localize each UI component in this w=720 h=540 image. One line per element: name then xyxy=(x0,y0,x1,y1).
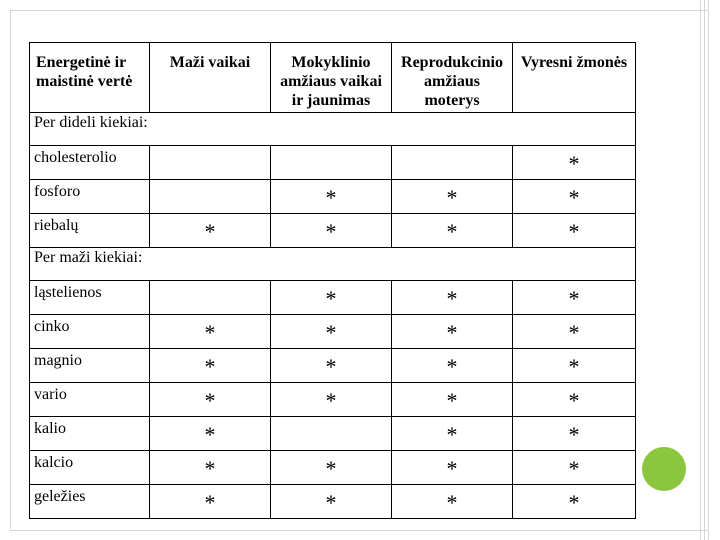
mark-cell: * xyxy=(392,451,513,485)
mark-cell: * xyxy=(150,383,271,417)
section-row xyxy=(30,248,636,281)
mark-cell: * xyxy=(150,349,271,383)
section-title: Per maži kiekiai: xyxy=(30,248,636,281)
mark-cell: * xyxy=(513,383,636,417)
row-label: cholesterolio xyxy=(30,146,150,180)
decorative-green-circle xyxy=(642,447,686,491)
row-label: kalcio xyxy=(30,451,150,485)
mark-cell: * xyxy=(513,146,636,180)
table-body xyxy=(30,113,636,519)
mark-cell: * xyxy=(271,485,392,519)
mark-cell: * xyxy=(392,281,513,315)
mark-cell: * xyxy=(271,349,392,383)
mark-cell: * xyxy=(271,383,392,417)
mark-cell: * xyxy=(513,349,636,383)
slide-frame-right-line xyxy=(700,0,701,540)
mark-cell xyxy=(271,146,392,180)
table-row xyxy=(30,214,636,248)
mark-cell: * xyxy=(513,485,636,519)
header-nutrient: Energetinė ir maistinė vertė xyxy=(30,43,150,113)
mark-cell xyxy=(150,180,271,214)
table-row xyxy=(30,451,636,485)
table-row xyxy=(30,315,636,349)
mark-cell: * xyxy=(513,281,636,315)
mark-cell xyxy=(150,281,271,315)
mark-cell: * xyxy=(150,417,271,451)
mark-cell: * xyxy=(150,451,271,485)
table-row xyxy=(30,180,636,214)
row-label: riebalų xyxy=(30,214,150,248)
mark-cell: * xyxy=(150,214,271,248)
section-row xyxy=(30,113,636,146)
mark-cell: * xyxy=(271,281,392,315)
table-row xyxy=(30,383,636,417)
row-label: cinko xyxy=(30,315,150,349)
header-elderly: Vyresni žmonės xyxy=(513,43,636,113)
header-school-age: Mokyklinio amžiaus vaikai ir jaunimas xyxy=(271,43,392,113)
row-label: magnio xyxy=(30,349,150,383)
mark-cell: * xyxy=(150,485,271,519)
table-row xyxy=(30,349,636,383)
header-small-children: Maži vaikai xyxy=(150,43,271,113)
mark-cell xyxy=(150,146,271,180)
table-row xyxy=(30,417,636,451)
slide-frame-left xyxy=(10,10,11,530)
slide-frame-bottom xyxy=(10,530,708,531)
section-title: Per dideli kiekiai: xyxy=(30,113,636,146)
mark-cell: * xyxy=(392,214,513,248)
mark-cell: * xyxy=(271,315,392,349)
mark-cell: * xyxy=(392,417,513,451)
mark-cell: * xyxy=(392,383,513,417)
table-row xyxy=(30,146,636,180)
header-reproductive-women: Reprodukcinio amžiaus moterys xyxy=(392,43,513,113)
mark-cell: * xyxy=(392,349,513,383)
row-label: ląstelienos xyxy=(30,281,150,315)
mark-cell: * xyxy=(392,485,513,519)
table-row xyxy=(30,281,636,315)
mark-cell: * xyxy=(513,214,636,248)
mark-cell: * xyxy=(392,315,513,349)
slide-frame-right-line xyxy=(708,0,709,540)
mark-cell: * xyxy=(271,451,392,485)
nutrition-risk-table xyxy=(29,42,636,519)
table-row xyxy=(30,485,636,519)
row-label: vario xyxy=(30,383,150,417)
row-label: fosforo xyxy=(30,180,150,214)
mark-cell: * xyxy=(271,180,392,214)
mark-cell: * xyxy=(513,451,636,485)
mark-cell: * xyxy=(513,315,636,349)
row-label: geležies xyxy=(30,485,150,519)
mark-cell: * xyxy=(392,180,513,214)
mark-cell: * xyxy=(271,214,392,248)
mark-cell: * xyxy=(150,315,271,349)
mark-cell: * xyxy=(513,417,636,451)
mark-cell xyxy=(392,146,513,180)
mark-cell: * xyxy=(513,180,636,214)
slide-frame-right-line xyxy=(704,0,705,540)
table-header-row xyxy=(30,43,636,113)
mark-cell xyxy=(271,417,392,451)
slide-frame-top xyxy=(10,10,708,11)
row-label: kalio xyxy=(30,417,150,451)
